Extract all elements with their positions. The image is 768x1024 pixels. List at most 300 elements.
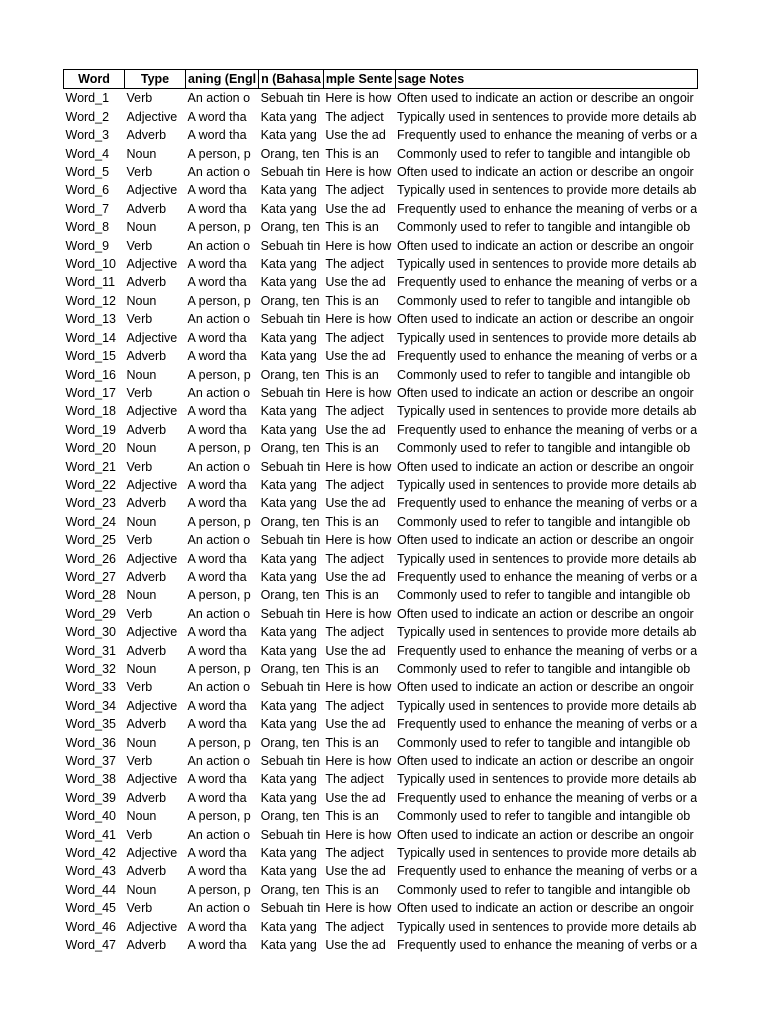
- usage-notes-cell[interactable]: Often used to indicate an action or describe an ongoir: [397, 827, 694, 842]
- type-cell[interactable]: Adverb: [126, 422, 167, 437]
- word-cell[interactable]: Word_28: [65, 588, 116, 603]
- word-cell[interactable]: Word_14: [65, 330, 116, 345]
- word-cell[interactable]: Word_5: [65, 165, 110, 180]
- meaning-bahasa-cell[interactable]: Orang, ten: [260, 367, 320, 382]
- example-sentence-cell[interactable]: The adject: [325, 183, 384, 198]
- example-sentence-cell[interactable]: This is an: [325, 662, 379, 676]
- usage-notes-cell[interactable]: Often used to indicate an action or describe an ongoir: [397, 312, 694, 327]
- example-sentence-cell[interactable]: The adject: [325, 846, 384, 861]
- header-example-sentence[interactable]: mple Sente: [323, 70, 395, 89]
- meaning-bahasa-cell[interactable]: Kata yang: [260, 275, 317, 290]
- meaning-bahasa-cell[interactable]: Kata yang: [260, 183, 317, 198]
- usage-notes-cell[interactable]: Frequently used to enhance the meaning of verbs or a: [397, 717, 698, 732]
- example-sentence-cell[interactable]: Use the ad: [325, 569, 386, 584]
- word-cell[interactable]: Word_17: [65, 385, 116, 400]
- table-row: [64, 826, 698, 844]
- example-sentence-cell[interactable]: The adject: [325, 551, 384, 566]
- example-sentence-cell[interactable]: Here is how: [325, 459, 392, 474]
- type-cell[interactable]: Noun: [126, 735, 157, 750]
- word-cell[interactable]: Word_30: [65, 625, 116, 640]
- meaning-english-cell[interactable]: An action o: [187, 754, 251, 769]
- word-cell[interactable]: Word_7: [65, 201, 110, 216]
- usage-notes-cell[interactable]: Frequently used to enhance the meaning of verbs or a: [397, 275, 698, 290]
- type-cell[interactable]: Adjective: [126, 698, 178, 713]
- meaning-english-cell[interactable]: A word tha: [187, 109, 247, 124]
- meaning-bahasa-cell[interactable]: Kata yang: [260, 698, 317, 713]
- example-sentence-cell[interactable]: Use the ad: [325, 422, 386, 437]
- example-sentence-cell[interactable]: Use the ad: [325, 717, 386, 732]
- type-cell[interactable]: Adjective: [126, 257, 178, 272]
- meaning-bahasa-cell[interactable]: Orang, ten: [260, 220, 320, 235]
- usage-notes-cell[interactable]: Commonly used to refer to tangible and intangible ob: [397, 588, 691, 603]
- example-sentence-cell[interactable]: Use the ad: [325, 938, 386, 953]
- meaning-bahasa-cell[interactable]: Kata yang: [260, 201, 317, 216]
- type-cell[interactable]: Verb: [126, 680, 153, 695]
- type-cell[interactable]: Verb: [126, 901, 153, 916]
- meaning-bahasa-cell[interactable]: Kata yang: [260, 551, 317, 566]
- type-cell[interactable]: Adjective: [126, 772, 178, 787]
- meaning-bahasa-cell[interactable]: Sebuah tin: [260, 754, 321, 769]
- type-cell[interactable]: Noun: [126, 293, 157, 308]
- type-cell[interactable]: Verb: [126, 459, 153, 474]
- word-cell[interactable]: Word_18: [65, 404, 116, 419]
- usage-notes-cell[interactable]: Frequently used to enhance the meaning of verbs or a: [397, 496, 698, 511]
- type-cell[interactable]: Noun: [126, 441, 157, 456]
- table-row: [64, 126, 698, 144]
- word-cell[interactable]: Word_29: [65, 606, 116, 621]
- meaning-bahasa-cell[interactable]: Kata yang: [260, 938, 317, 953]
- example-sentence-cell[interactable]: The adject: [325, 772, 384, 787]
- header-usage-notes[interactable]: sage Notes: [395, 70, 697, 89]
- usage-notes-cell[interactable]: Often used to indicate an action or describe an ongoir: [397, 459, 694, 474]
- meaning-bahasa-cell[interactable]: Kata yang: [260, 128, 317, 143]
- meaning-bahasa-cell[interactable]: Sebuah tin: [260, 533, 321, 548]
- word-cell[interactable]: Word_4: [65, 146, 110, 161]
- meaning-bahasa-cell[interactable]: Orang, ten: [260, 735, 320, 750]
- meaning-english-cell[interactable]: A word tha: [187, 717, 247, 732]
- usage-notes-cell[interactable]: Typically used in sentences to provide more details ab: [397, 109, 697, 124]
- type-cell[interactable]: Verb: [126, 827, 153, 842]
- example-sentence-cell[interactable]: This is an: [325, 220, 379, 235]
- example-sentence-cell[interactable]: This is an: [325, 441, 379, 456]
- usage-notes-cell[interactable]: Typically used in sentences to provide more details ab: [397, 257, 697, 272]
- header-meaning-bahasa[interactable]: n (Bahasa: [259, 70, 324, 89]
- type-cell[interactable]: Noun: [126, 367, 157, 382]
- usage-notes-cell[interactable]: Commonly used to refer to tangible and intangible ob: [397, 514, 691, 529]
- type-cell[interactable]: Adverb: [126, 201, 167, 216]
- usage-notes-cell[interactable]: Typically used in sentences to provide more details ab: [397, 846, 697, 861]
- meaning-bahasa-cell[interactable]: Orang, ten: [260, 588, 320, 603]
- word-cell[interactable]: Word_20: [65, 441, 116, 456]
- usage-notes-cell[interactable]: Commonly used to refer to tangible and intangible ob: [397, 220, 691, 235]
- meaning-bahasa-cell[interactable]: Orang, ten: [260, 514, 320, 529]
- meaning-bahasa-cell[interactable]: Kata yang: [260, 257, 317, 272]
- meaning-bahasa-cell[interactable]: Sebuah tin: [260, 901, 321, 916]
- type-cell[interactable]: Adjective: [126, 330, 178, 345]
- meaning-english-cell[interactable]: A word tha: [187, 551, 247, 566]
- example-sentence-cell[interactable]: The adject: [325, 109, 384, 124]
- word-cell[interactable]: Word_44: [65, 882, 116, 897]
- example-sentence-cell[interactable]: This is an: [325, 146, 379, 161]
- header-meaning-english[interactable]: aning (Engl: [186, 70, 259, 89]
- meaning-bahasa-cell[interactable]: Orang, ten: [260, 662, 320, 676]
- header-type[interactable]: Type: [125, 70, 186, 89]
- usage-notes-cell[interactable]: Frequently used to enhance the meaning of verbs or a: [397, 569, 698, 584]
- type-cell[interactable]: Verb: [126, 165, 153, 180]
- meaning-english-cell[interactable]: A person, p: [187, 146, 251, 161]
- example-sentence-cell[interactable]: Here is how: [325, 680, 392, 695]
- word-cell[interactable]: Word_32: [65, 662, 116, 676]
- example-sentence-cell[interactable]: Here is how: [325, 901, 392, 916]
- meaning-bahasa-cell[interactable]: Kata yang: [260, 717, 317, 732]
- word-cell[interactable]: Word_39: [65, 790, 116, 805]
- usage-notes-cell[interactable]: Commonly used to refer to tangible and intangible ob: [397, 293, 691, 308]
- word-cell[interactable]: Word_45: [65, 901, 116, 916]
- meaning-english-cell[interactable]: An action o: [187, 606, 251, 621]
- example-sentence-cell[interactable]: Here is how: [325, 754, 392, 769]
- word-cell[interactable]: Word_21: [65, 459, 116, 474]
- example-sentence-cell[interactable]: The adject: [325, 698, 384, 713]
- usage-notes-cell[interactable]: Frequently used to enhance the meaning of verbs or a: [397, 864, 698, 879]
- meaning-english-cell[interactable]: An action o: [187, 385, 251, 400]
- meaning-bahasa-cell[interactable]: Orang, ten: [260, 293, 320, 308]
- word-cell[interactable]: Word_24: [65, 514, 116, 529]
- example-sentence-cell[interactable]: This is an: [325, 735, 379, 750]
- meaning-english-cell[interactable]: An action o: [187, 533, 251, 548]
- meaning-english-cell[interactable]: A word tha: [187, 201, 247, 216]
- meaning-english-cell[interactable]: A person, p: [187, 293, 251, 308]
- meaning-english-cell[interactable]: A person, p: [187, 514, 251, 529]
- usage-notes-cell[interactable]: Commonly used to refer to tangible and intangible ob: [397, 735, 691, 750]
- table-row: [64, 623, 698, 641]
- meaning-english-cell[interactable]: An action o: [187, 238, 251, 253]
- example-sentence-cell[interactable]: Here is how: [325, 533, 392, 548]
- meaning-english-cell[interactable]: An action o: [187, 459, 251, 474]
- usage-notes-cell[interactable]: Typically used in sentences to provide more details ab: [397, 625, 697, 640]
- meaning-english-cell[interactable]: An action o: [187, 165, 251, 180]
- meaning-bahasa-cell[interactable]: Kata yang: [260, 330, 317, 345]
- meaning-english-cell[interactable]: A word tha: [187, 477, 247, 492]
- meaning-bahasa-cell[interactable]: Sebuah tin: [260, 312, 321, 327]
- meaning-english-cell[interactable]: A person, p: [187, 662, 251, 676]
- meaning-bahasa-cell[interactable]: Kata yang: [260, 790, 317, 805]
- word-cell[interactable]: Word_47: [65, 938, 116, 953]
- meaning-bahasa-cell[interactable]: Kata yang: [260, 422, 317, 437]
- usage-notes-cell[interactable]: Typically used in sentences to provide more details ab: [397, 551, 697, 566]
- table-row: [64, 770, 698, 788]
- usage-notes-cell[interactable]: Typically used in sentences to provide more details ab: [397, 477, 697, 492]
- word-cell[interactable]: Word_3: [65, 128, 110, 143]
- meaning-english-cell[interactable]: An action o: [187, 312, 251, 327]
- example-sentence-cell[interactable]: The adject: [325, 919, 384, 934]
- table-row: [64, 384, 698, 402]
- meaning-bahasa-cell[interactable]: Orang, ten: [260, 809, 320, 824]
- example-sentence-cell[interactable]: Here is how: [325, 385, 392, 400]
- type-cell[interactable]: Noun: [126, 588, 157, 603]
- type-cell[interactable]: Adverb: [126, 128, 167, 143]
- meaning-bahasa-cell[interactable]: Orang, ten: [260, 882, 320, 897]
- usage-notes-cell[interactable]: Often used to indicate an action or describe an ongoir: [397, 238, 694, 253]
- usage-notes-cell[interactable]: Often used to indicate an action or describe an ongoir: [397, 533, 694, 548]
- usage-notes-cell[interactable]: Commonly used to refer to tangible and intangible ob: [397, 662, 691, 676]
- type-cell[interactable]: Adjective: [126, 477, 178, 492]
- usage-notes-cell[interactable]: Frequently used to enhance the meaning of verbs or a: [397, 128, 698, 143]
- type-cell[interactable]: Verb: [126, 533, 153, 548]
- word-cell[interactable]: Word_19: [65, 422, 116, 437]
- type-cell[interactable]: Adjective: [126, 625, 178, 640]
- word-cell[interactable]: Word_37: [65, 754, 116, 769]
- example-sentence-cell[interactable]: Use the ad: [325, 201, 386, 216]
- type-cell[interactable]: Adjective: [126, 183, 178, 198]
- meaning-english-cell[interactable]: A word tha: [187, 919, 247, 934]
- example-sentence-cell[interactable]: The adject: [325, 404, 384, 419]
- meaning-bahasa-cell[interactable]: Kata yang: [260, 404, 317, 419]
- example-sentence-cell[interactable]: This is an: [325, 514, 379, 529]
- example-sentence-cell[interactable]: Use the ad: [325, 496, 386, 511]
- word-cell[interactable]: Word_22: [65, 477, 116, 492]
- word-cell[interactable]: Word_1: [65, 91, 110, 106]
- meaning-bahasa-cell[interactable]: Kata yang: [260, 109, 317, 124]
- example-sentence-cell[interactable]: The adject: [325, 330, 384, 345]
- type-cell[interactable]: Noun: [126, 146, 157, 161]
- type-cell[interactable]: Adjective: [126, 919, 178, 934]
- word-cell[interactable]: Word_38: [65, 772, 116, 787]
- example-sentence-cell[interactable]: Here is how: [325, 606, 392, 621]
- usage-notes-cell[interactable]: Frequently used to enhance the meaning of verbs or a: [397, 643, 698, 658]
- usage-notes-cell[interactable]: Often used to indicate an action or describe an ongoir: [397, 680, 694, 695]
- type-cell[interactable]: Adverb: [126, 643, 167, 658]
- word-cell[interactable]: Word_35: [65, 717, 116, 732]
- type-cell[interactable]: Noun: [126, 220, 157, 235]
- meaning-english-cell[interactable]: An action o: [187, 901, 251, 916]
- meaning-bahasa-cell[interactable]: Sebuah tin: [260, 827, 321, 842]
- meaning-bahasa-cell[interactable]: Kata yang: [260, 919, 317, 934]
- meaning-bahasa-cell[interactable]: Kata yang: [260, 569, 317, 584]
- meaning-bahasa-cell[interactable]: Sebuah tin: [260, 459, 321, 474]
- meaning-english-cell[interactable]: An action o: [187, 827, 251, 842]
- example-sentence-cell[interactable]: Use the ad: [325, 790, 386, 805]
- usage-notes-cell[interactable]: Typically used in sentences to provide more details ab: [397, 919, 697, 934]
- meaning-english-cell[interactable]: A word tha: [187, 790, 247, 805]
- meaning-english-cell[interactable]: A word tha: [187, 128, 247, 143]
- table-row: [64, 366, 698, 384]
- usage-notes-cell[interactable]: Typically used in sentences to provide more details ab: [397, 772, 697, 787]
- example-sentence-cell[interactable]: The adject: [325, 625, 384, 640]
- word-cell[interactable]: Word_41: [65, 827, 116, 842]
- usage-notes-cell[interactable]: Often used to indicate an action or describe an ongoir: [397, 901, 694, 916]
- meaning-english-cell[interactable]: A word tha: [187, 496, 247, 511]
- usage-notes-cell[interactable]: Commonly used to refer to tangible and intangible ob: [397, 441, 691, 456]
- usage-notes-cell[interactable]: Typically used in sentences to provide more details ab: [397, 404, 697, 419]
- meaning-english-cell[interactable]: A person, p: [187, 882, 251, 897]
- meaning-english-cell[interactable]: A word tha: [187, 569, 247, 584]
- usage-notes-cell[interactable]: Frequently used to enhance the meaning of verbs or a: [397, 201, 698, 216]
- meaning-english-cell[interactable]: A word tha: [187, 698, 247, 713]
- word-cell[interactable]: Word_10: [65, 257, 116, 272]
- usage-notes-cell[interactable]: Frequently used to enhance the meaning of verbs or a: [397, 422, 698, 437]
- usage-notes-cell[interactable]: Commonly used to refer to tangible and intangible ob: [397, 146, 691, 161]
- meaning-bahasa-cell[interactable]: Sebuah tin: [260, 238, 321, 253]
- example-sentence-cell[interactable]: The adject: [325, 257, 384, 272]
- example-sentence-cell[interactable]: Use the ad: [325, 864, 386, 879]
- table-row: [64, 918, 698, 936]
- type-cell[interactable]: Adjective: [126, 551, 178, 566]
- type-cell[interactable]: Verb: [126, 91, 153, 106]
- word-cell[interactable]: Word_43: [65, 864, 116, 879]
- meaning-bahasa-cell[interactable]: Kata yang: [260, 846, 317, 861]
- table-row: [64, 237, 698, 255]
- type-cell[interactable]: Noun: [126, 882, 157, 897]
- word-cell[interactable]: Word_11: [65, 275, 116, 290]
- example-sentence-cell[interactable]: Here is how: [325, 91, 392, 106]
- meaning-bahasa-cell[interactable]: Kata yang: [260, 349, 317, 364]
- meaning-english-cell[interactable]: A word tha: [187, 422, 247, 437]
- usage-notes-cell[interactable]: Often used to indicate an action or describe an ongoir: [397, 91, 694, 106]
- type-cell[interactable]: Verb: [126, 312, 153, 327]
- example-sentence-cell[interactable]: This is an: [325, 367, 379, 382]
- meaning-english-cell[interactable]: A word tha: [187, 643, 247, 658]
- meaning-bahasa-cell[interactable]: Sebuah tin: [260, 385, 321, 400]
- word-cell[interactable]: Word_33: [65, 680, 116, 695]
- word-cell[interactable]: Word_8: [65, 220, 110, 235]
- word-cell[interactable]: Word_2: [65, 109, 110, 124]
- meaning-bahasa-cell[interactable]: Kata yang: [260, 477, 317, 492]
- usage-notes-cell[interactable]: Frequently used to enhance the meaning of verbs or a: [397, 790, 698, 805]
- meaning-english-cell[interactable]: An action o: [187, 91, 251, 106]
- word-cell[interactable]: Word_23: [65, 496, 116, 511]
- type-cell[interactable]: Noun: [126, 809, 157, 824]
- header-word[interactable]: Word: [64, 70, 125, 89]
- meaning-english-cell[interactable]: An action o: [187, 680, 251, 695]
- word-cell[interactable]: Word_42: [65, 846, 116, 861]
- type-cell[interactable]: Adverb: [126, 275, 167, 290]
- meaning-english-cell[interactable]: A word tha: [187, 625, 247, 640]
- meaning-bahasa-cell[interactable]: Kata yang: [260, 772, 317, 787]
- usage-notes-cell[interactable]: Typically used in sentences to provide more details ab: [397, 183, 697, 198]
- example-sentence-cell[interactable]: Here is how: [325, 165, 392, 180]
- type-cell[interactable]: Noun: [126, 514, 157, 529]
- meaning-english-cell[interactable]: A word tha: [187, 938, 247, 953]
- meaning-english-cell[interactable]: A person, p: [187, 220, 251, 235]
- word-cell[interactable]: Word_9: [65, 238, 110, 253]
- usage-notes-cell[interactable]: Typically used in sentences to provide more details ab: [397, 698, 697, 713]
- type-cell[interactable]: Adverb: [126, 790, 167, 805]
- meaning-bahasa-cell[interactable]: Kata yang: [260, 643, 317, 658]
- example-sentence-cell[interactable]: Use the ad: [325, 128, 386, 143]
- type-cell[interactable]: Adjective: [126, 846, 178, 861]
- example-sentence-cell[interactable]: Here is how: [325, 238, 392, 253]
- usage-notes-cell[interactable]: Commonly used to refer to tangible and intangible ob: [397, 809, 691, 824]
- meaning-english-cell[interactable]: A person, p: [187, 809, 251, 824]
- usage-notes-cell[interactable]: Typically used in sentences to provide more details ab: [397, 330, 697, 345]
- word-cell[interactable]: Word_12: [65, 293, 116, 308]
- type-cell[interactable]: Adverb: [126, 717, 167, 732]
- example-sentence-cell[interactable]: Use the ad: [325, 275, 386, 290]
- word-cell[interactable]: Word_25: [65, 533, 116, 548]
- usage-notes-cell[interactable]: Often used to indicate an action or describe an ongoir: [397, 385, 694, 400]
- meaning-english-cell[interactable]: A person, p: [187, 367, 251, 382]
- word-cell[interactable]: Word_31: [65, 643, 116, 658]
- meaning-english-cell[interactable]: A word tha: [187, 183, 247, 198]
- meaning-bahasa-cell[interactable]: Sebuah tin: [260, 680, 321, 695]
- type-cell[interactable]: Adjective: [126, 109, 178, 124]
- meaning-english-cell[interactable]: A word tha: [187, 257, 247, 272]
- example-sentence-cell[interactable]: The adject: [325, 477, 384, 492]
- type-cell[interactable]: Adverb: [126, 349, 167, 364]
- meaning-english-cell[interactable]: A word tha: [187, 404, 247, 419]
- meaning-english-cell[interactable]: A word tha: [187, 846, 247, 861]
- example-sentence-cell[interactable]: This is an: [325, 882, 379, 897]
- word-cell[interactable]: Word_34: [65, 698, 116, 713]
- word-cell[interactable]: Word_26: [65, 551, 116, 566]
- meaning-english-cell[interactable]: A word tha: [187, 349, 247, 364]
- example-sentence-cell[interactable]: This is an: [325, 588, 379, 603]
- word-cell[interactable]: Word_6: [65, 183, 110, 198]
- meaning-english-cell[interactable]: A word tha: [187, 772, 247, 787]
- meaning-english-cell[interactable]: A person, p: [187, 441, 251, 456]
- word-cell[interactable]: Word_46: [65, 919, 116, 934]
- type-cell[interactable]: Verb: [126, 238, 153, 253]
- type-cell[interactable]: Adverb: [126, 938, 167, 953]
- vocabulary-sheet: [63, 69, 698, 955]
- meaning-english-cell[interactable]: A person, p: [187, 588, 251, 603]
- word-cell[interactable]: Word_40: [65, 809, 116, 824]
- example-sentence-cell[interactable]: Use the ad: [325, 349, 386, 364]
- type-cell[interactable]: Adjective: [126, 404, 178, 419]
- meaning-bahasa-cell[interactable]: Kata yang: [260, 496, 317, 511]
- type-cell[interactable]: Adverb: [126, 864, 167, 879]
- usage-notes-cell[interactable]: Commonly used to refer to tangible and intangible ob: [397, 882, 691, 897]
- type-cell[interactable]: Adverb: [126, 569, 167, 584]
- meaning-bahasa-cell[interactable]: Kata yang: [260, 625, 317, 640]
- table-row: [64, 715, 698, 733]
- word-cell[interactable]: Word_16: [65, 367, 116, 382]
- usage-notes-cell[interactable]: Frequently used to enhance the meaning of verbs or a: [397, 349, 698, 364]
- usage-notes-cell[interactable]: Often used to indicate an action or describe an ongoir: [397, 754, 694, 769]
- table-row: [64, 329, 698, 347]
- meaning-english-cell[interactable]: A word tha: [187, 330, 247, 345]
- meaning-bahasa-cell[interactable]: Sebuah tin: [260, 606, 321, 621]
- meaning-bahasa-cell[interactable]: Sebuah tin: [260, 165, 321, 180]
- type-cell[interactable]: Adverb: [126, 496, 167, 511]
- meaning-english-cell[interactable]: A person, p: [187, 735, 251, 750]
- type-cell[interactable]: Verb: [126, 385, 153, 400]
- meaning-bahasa-cell[interactable]: Kata yang: [260, 864, 317, 879]
- example-sentence-cell[interactable]: Here is how: [325, 827, 392, 842]
- example-sentence-cell[interactable]: This is an: [325, 293, 379, 308]
- table-body: [64, 89, 698, 955]
- type-cell[interactable]: Verb: [126, 754, 153, 769]
- usage-notes-cell[interactable]: Commonly used to refer to tangible and intangible ob: [397, 367, 691, 382]
- example-sentence-cell[interactable]: This is an: [325, 809, 379, 824]
- example-sentence-cell[interactable]: Here is how: [325, 312, 392, 327]
- meaning-bahasa-cell[interactable]: Sebuah tin: [260, 91, 321, 106]
- usage-notes-cell[interactable]: Frequently used to enhance the meaning of verbs or a: [397, 938, 698, 953]
- meaning-english-cell[interactable]: A word tha: [187, 275, 247, 290]
- type-cell[interactable]: Noun: [126, 662, 157, 676]
- type-cell[interactable]: Verb: [126, 606, 153, 621]
- usage-notes-cell[interactable]: Often used to indicate an action or describe an ongoir: [397, 165, 694, 180]
- word-cell[interactable]: Word_13: [65, 312, 116, 327]
- meaning-english-cell[interactable]: A word tha: [187, 864, 247, 879]
- example-sentence-cell[interactable]: Use the ad: [325, 643, 386, 658]
- meaning-bahasa-cell[interactable]: Orang, ten: [260, 146, 320, 161]
- usage-notes-cell[interactable]: Often used to indicate an action or describe an ongoir: [397, 606, 694, 621]
- word-cell[interactable]: Word_27: [65, 569, 116, 584]
- word-cell[interactable]: Word_15: [65, 349, 116, 364]
- word-cell[interactable]: Word_36: [65, 735, 116, 750]
- meaning-bahasa-cell[interactable]: Orang, ten: [260, 441, 320, 456]
